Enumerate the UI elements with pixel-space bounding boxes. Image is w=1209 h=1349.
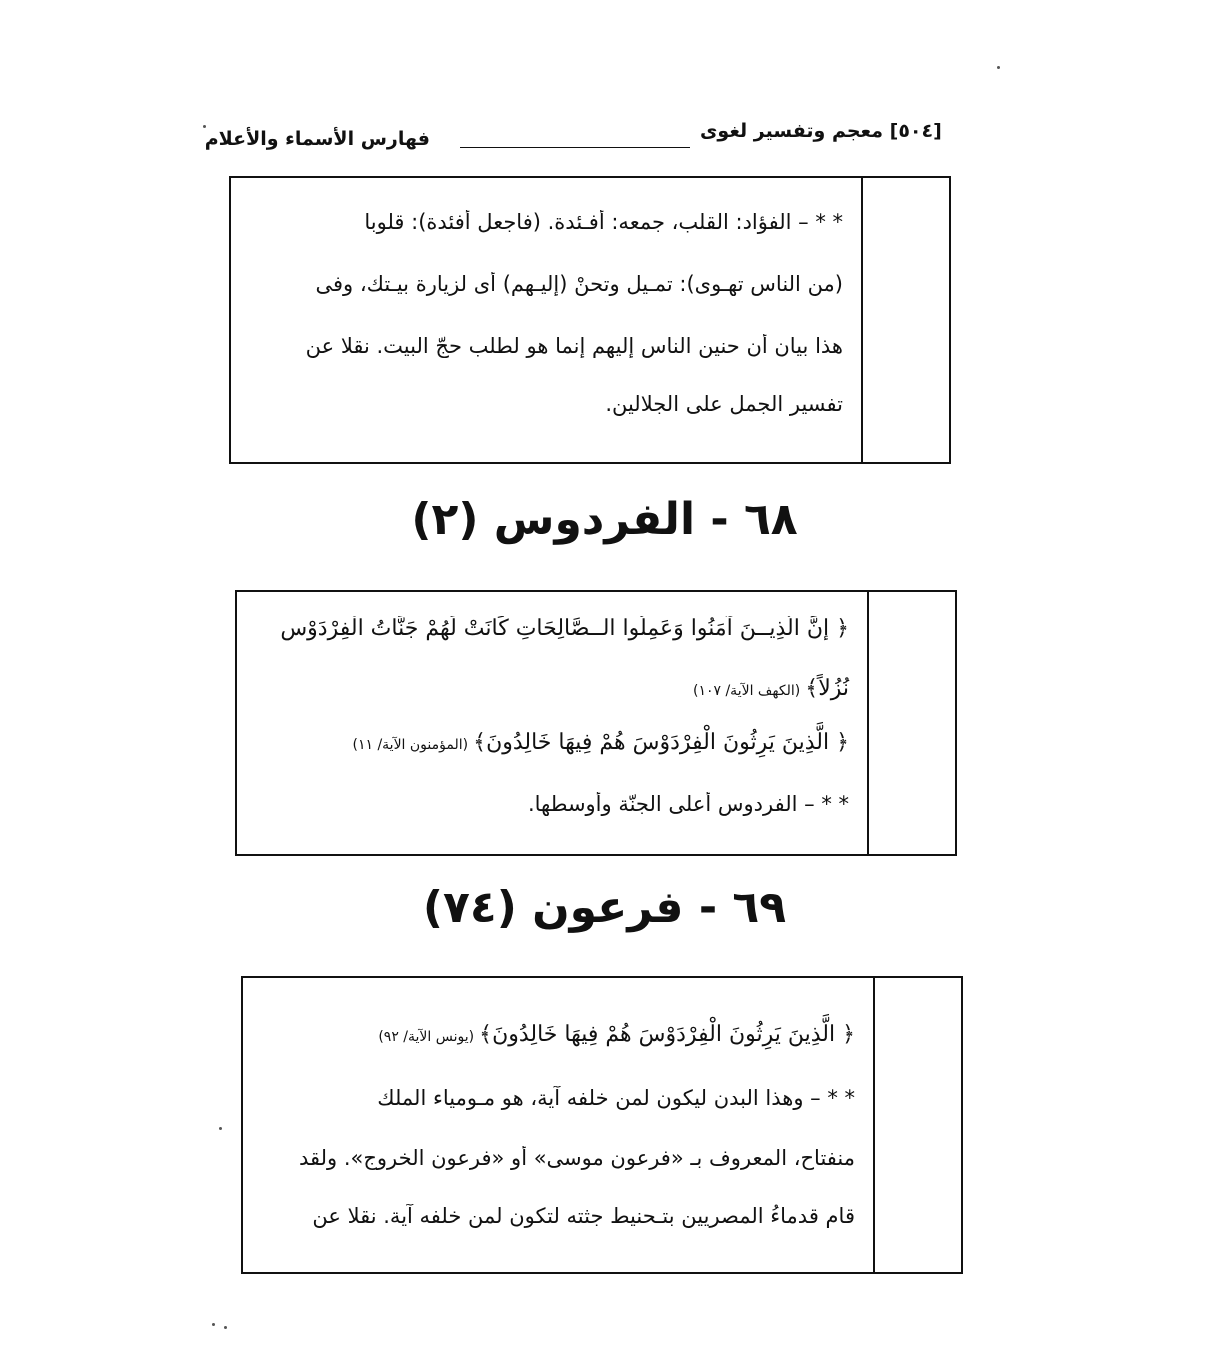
page-label: [٥٠٤] معجم وتفسير لغوى — [700, 120, 942, 142]
text-line: قام قدماءُ المصريين بتـحنيط جثته لتكون لمن خلفه آية. نقلا عن — [312, 1204, 855, 1228]
verse-text: ﴿ الَّذِينَ يَرِثُونَ الْفِرْدَوْسَ هُمْ فِيهَا خَالِدُونَ﴾ — [473, 730, 849, 755]
text-line: هذا بيان أن حنين الناس إليهم إنما هو لطلب حجّ البيت. نقلا عن — [305, 334, 843, 358]
entry-69-content — [243, 978, 875, 1272]
scan-speck — [219, 1127, 222, 1130]
text-line: (من الناس تهـوى): تمـيل وتحنْ (إليـهم) أى لزيارة بيـتك، وفى — [315, 272, 843, 296]
text-line: * * – الفؤاد: القلب، جمعه: أفـئدة. (فاجعل أفئدة): قلوبا — [364, 210, 843, 234]
text-line: * * – وهذا البدن ليكون لمن خلفه آية، هو مـومياء الملك — [377, 1086, 855, 1110]
entry-67-box — [229, 176, 951, 464]
note-line: * * – الفردوس أعلى الجنّة وأوسطها. — [527, 792, 849, 816]
entry-68-content — [237, 592, 869, 854]
header-rule — [460, 147, 690, 148]
margin-column — [861, 178, 949, 462]
verse-text: ﴿ الَّذِينَ يَرِثُونَ الْفِرْدَوْسَ هُمْ فِيهَا خَالِدُونَ﴾ — [479, 1022, 855, 1047]
verse-reference: (الكهف الآية/ ١٠٧) — [692, 683, 801, 699]
entry-67-content — [231, 178, 863, 462]
verse-text: نُزُلاً﴾ — [805, 676, 849, 701]
scan-speck — [203, 125, 206, 128]
verse-reference: (يونس الآية/ ٩٢) — [378, 1029, 475, 1045]
section-title: فهارس الأسماء والأعلام — [204, 128, 430, 150]
verse-reference: (المؤمنون الآية/ ١١) — [352, 737, 469, 753]
text-line: منفتاح، المعروف بـ «فرعون موسى» أو «فرعون الخروج». ولقد — [298, 1146, 855, 1170]
entry-68-heading: ٦٨ - الفردوس (٢) — [411, 494, 798, 545]
verse-line-with-ref — [257, 1022, 855, 1047]
entry-68-box — [235, 590, 957, 856]
margin-column — [873, 978, 961, 1272]
margin-column — [867, 592, 955, 854]
verse-line: ﴿ إِنَّ الَّذِيــنَ آمَنُوا وَعَمِلُوا الــصَّالِحَاتِ كَانَتْ لَهُمْ جَنَّاتُ الْفِرْدَوْسِ — [280, 616, 849, 641]
text-line: تفسير الجمل على الجلالين. — [605, 392, 843, 416]
verse-line-with-ref — [251, 676, 849, 701]
scan-speck — [224, 1326, 227, 1329]
entry-69-box — [241, 976, 963, 1274]
scan-speck — [212, 1323, 215, 1326]
scan-speck — [997, 66, 1000, 69]
verse-line-with-ref — [251, 730, 849, 755]
entry-69-heading: ٦٩ - فرعون (٧٤) — [422, 882, 787, 933]
